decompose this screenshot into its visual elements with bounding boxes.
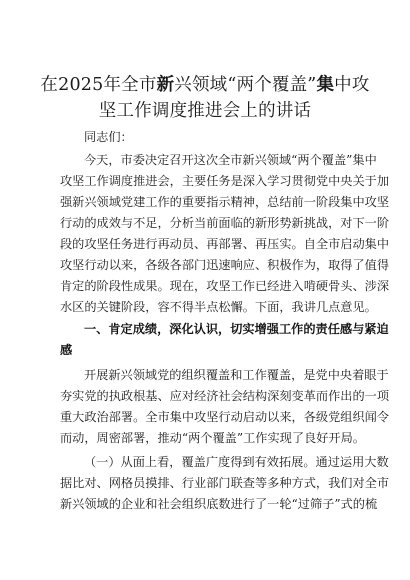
paragraph-1-line: 攻坚工作调度推进会，主要任务是深入学习贯彻党中央关于加 (60, 174, 390, 188)
paragraph-2-line: 夯实党的执政根基、应对经济社会结构深刻变革而作出的一项 (60, 389, 390, 403)
section-heading-1: 一、肯定成绩，深化认识，切实增强工作的责任感与紧迫 (84, 322, 389, 336)
paragraph-1-line: 强新兴领域党建工作的重要指示精神，总结前一阶段集中攻坚 (60, 195, 390, 209)
title-segment: 在2025年全市 (40, 75, 157, 95)
paragraph-2-line: 开展新兴领域党的组织覆盖和工作覆盖，是党中央着眼于 (84, 368, 389, 382)
title-segment-bold: 新 (156, 75, 175, 95)
paragraph-1-line: 肯定的阶段性成果。现在，攻坚工作已经进入啃硬骨头、涉深 (60, 279, 390, 293)
title-segment-bold: 集 (316, 75, 335, 95)
paragraph-1-line: 行动的成效与不足，分析当前面临的新形势新挑战，对下一阶 (60, 216, 390, 230)
document-title-line-2: 坚工作调度推进会上的讲话 (98, 101, 312, 121)
document-title-line-1 (40, 72, 370, 98)
paragraph-2-line: 重大政治部署。全市集中攻坚行动启动以来，各级党组织闻令 (60, 410, 390, 424)
paragraph-1-line: 攻坚行动以来，各级各部门迅速响应、积极作为，取得了值得 (60, 258, 390, 272)
paragraph-1-line: 段的攻坚任务进行再动员、再部署、再压实。自全市启动集中 (60, 237, 390, 251)
paragraph-2-line: 而动，周密部署，推动“两个覆盖”工作实现了良好开局。 (60, 431, 365, 445)
paragraph-3-line: （一）从面上看，覆盖广度得到有效拓展。通过运用大数 (84, 455, 389, 469)
paragraph-1-line: 今天，市委决定召开这次全市新兴领域“两个覆盖”集中 (84, 153, 377, 167)
paragraph-3-line: 新兴领域的企业和社会组织底数进行了一轮“过筛子”式的梳 (60, 497, 378, 511)
greeting: 同志们： (84, 130, 133, 144)
section-heading-1-continued: 感 (60, 343, 73, 357)
title-segment: 兴领域“两个覆盖” (174, 75, 317, 95)
paragraph-1-line: 水区的关键阶段，容不得半点松懈。下面，我讲几点意见。 (60, 300, 377, 314)
title-segment: 中攻 (334, 75, 370, 95)
paragraph-3-line: 据比对、网格员摸排、行业部门联查等多种方式，我们对全市 (60, 476, 390, 490)
